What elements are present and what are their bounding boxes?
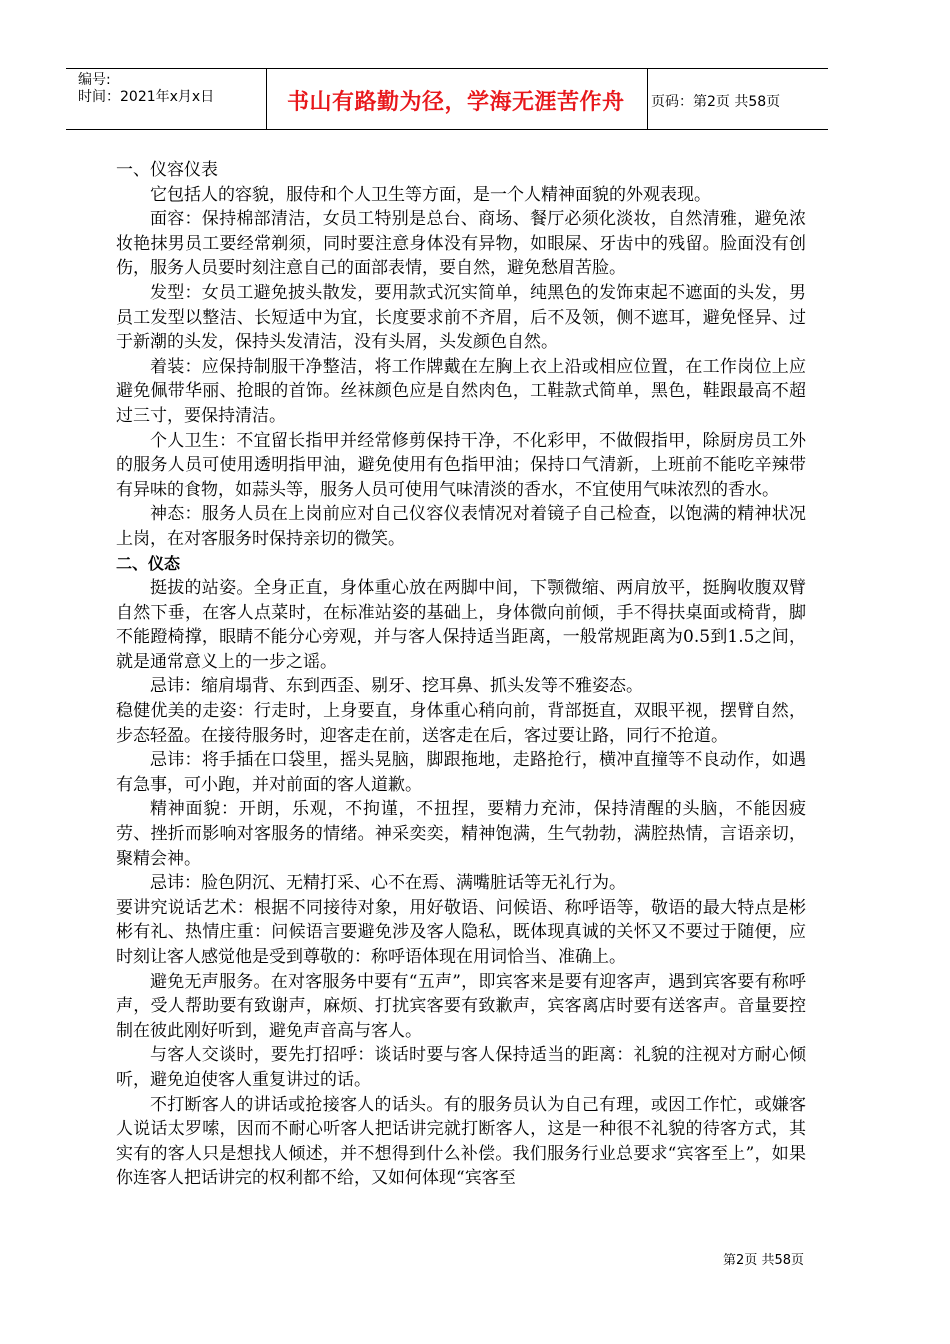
paragraph: 神态：服务人员在上岗前应对自己仪容仪表情况对着镜子自己检查，以饱满的精神状况上岗，在对客服务时保持亲切的微笑。 <box>116 504 806 549</box>
page-footer: 第2页 共58页 <box>723 1253 804 1268</box>
paragraph: 它包括人的容貌，服侍和个人卫生等方面，是一个人精神面貌的外观表现。 <box>150 184 711 205</box>
paragraph: 要讲究说话艺术：根据不同接待对象，用好敬语、问候语、称呼语等，敬语的最大特点是彬彬有礼、热情庄重：问候语言要避免涉及客人隐私，既体现真诚的关怀又不要过于随便，应时刻让客人感觉他是受到尊敬的：称呼语体现在用词恰当、准确上。 <box>116 897 806 967</box>
motto: 书山有路勤为径，学海无涯苦作舟 <box>287 90 625 115</box>
section-heading: 一、仪容仪表 <box>116 160 218 180</box>
paragraph: 挺拔的站姿。全身正直，身体重心放在两脚中间，下颚微缩、两肩放平，挺胸收腹双臂自然下垂，在客人点菜时，在标准站姿的基础上，身体微向前倾，手不得扶桌面或椅背，脚不能蹬椅撑，眼睛不能分心旁观，并与客人保持适当距离，一般常规距离为0.5到1.5之间，就是通常意义上的一步之谣。 <box>116 578 806 672</box>
page-number-label: 页码：第2页 共58页 <box>651 94 781 110</box>
paragraph: 忌讳：缩肩塌背、东到西歪、剔牙、挖耳鼻、抓头发等不雅姿态。 <box>150 676 643 697</box>
paragraph: 精神面貌：开朗，乐观，不拘谨，不扭捏，要精力充沛，保持清醒的头脑，不能因疲劳、挫折而影响对客服务的情绪。神采奕奕，精神饱满，生气勃勃，满腔热情，言语亲切，聚精会神。 <box>116 799 806 869</box>
paragraph: 与客人交谈时，要先打招呼：谈话时要与客人保持适当的距离：礼貌的注视对方耐心倾听，避免迫使客人重复讲过的话。 <box>116 1045 806 1090</box>
paragraph: 忌讳：将手插在口袋里，摇头晃脑，脚跟拖地，走路抢行，横冲直撞等不良动作，如遇有急事，可小跑，并对前面的客人道歉。 <box>116 750 806 795</box>
document-body <box>116 158 806 1191</box>
header-page-cell <box>647 69 827 129</box>
paragraph: 个人卫生：不宜留长指甲并经常修剪保持干净，不化彩甲，不做假指甲，除厨房员工外的服务人员可使用透明指甲油，避免使用有色指甲油；保持口气清新，上班前不能吃辛辣带有异味的食物，如蒜头等，服务人员可使用气味清淡的香水，不宜使用气味浓烈的香水。 <box>116 430 806 500</box>
paragraph: 面容：保持棉部清洁，女员工特别是总台、商场、餐厅必须化淡妆，自然清雅，避免浓妆艳抹男员工要经常剃须，同时要注意身体没有异物，如眼屎、牙齿中的残留。脸面没有创伤，服务人员要时刻注意自己的面部表情，要自然，避免愁眉苦脸。 <box>116 209 806 279</box>
paragraph: 发型：女员工避免披头散发，要用款式沉实简单，纯黑色的发饰束起不遮面的头发，男员工发型以整洁、长短适中为宜，长度要求前不齐眉，后不及领，侧不遮耳，避免怪异、过于新潮的头发，保持头发清洁，没有头屑，头发颜色自然。 <box>116 282 806 353</box>
paragraph: 避免无声服务。在对客服务中要有“五声”，即宾客来是要有迎客声，遇到宾客要有称呼声，受人帮助要有致谢声，麻烦、打扰宾客要有致歉声，宾客离店时要有送客声。音量要控制在彼此刚好听到，避免声音高与客人。 <box>116 971 806 1041</box>
header-motto-cell <box>266 69 648 129</box>
code-label: 编号: <box>78 72 111 88</box>
time-label: 时间：2021年x月x日 <box>78 89 215 105</box>
paragraph: 着装：应保持制服干净整洁，将工作牌戴在左胸上衣上沿或相应位置，在工作岗位上应避免佩带华丽、抢眼的首饰。丝袜颜色应是自然肉色，工鞋款式简单，黑色，鞋跟最高不超过三寸，要保持清洁。 <box>116 356 806 426</box>
header-meta <box>66 69 266 129</box>
page-header <box>66 68 828 130</box>
paragraph: 忌讳：脸色阴沉、无精打采、心不在焉、满嘴脏话等无礼行为。 <box>150 873 626 894</box>
paragraph: 不打断客人的讲话或抢接客人的话头。有的服务员认为自己有理，或因工作忙，或嫌客人说话太罗嗦，因而不耐心听客人把话讲完就打断客人，这是一种很不礼貌的待客方式，其实有的客人只是想找人倾述，并不想得到什么补偿。我们服务行业总要求“宾客至上”，如果你连客人把话讲完的权利都不给，又如何体现“宾客至 <box>116 1094 806 1189</box>
paragraph: 稳健优美的走姿：行走时，上身要直，身体重心稍向前，背部挺直，双眼平视，摆臂自然，步态轻盈。在接待服务时，迎客走在前，送客走在后，客过要让路，同行不抢道。 <box>116 701 806 746</box>
section-heading: 二、仪态 <box>116 553 181 573</box>
